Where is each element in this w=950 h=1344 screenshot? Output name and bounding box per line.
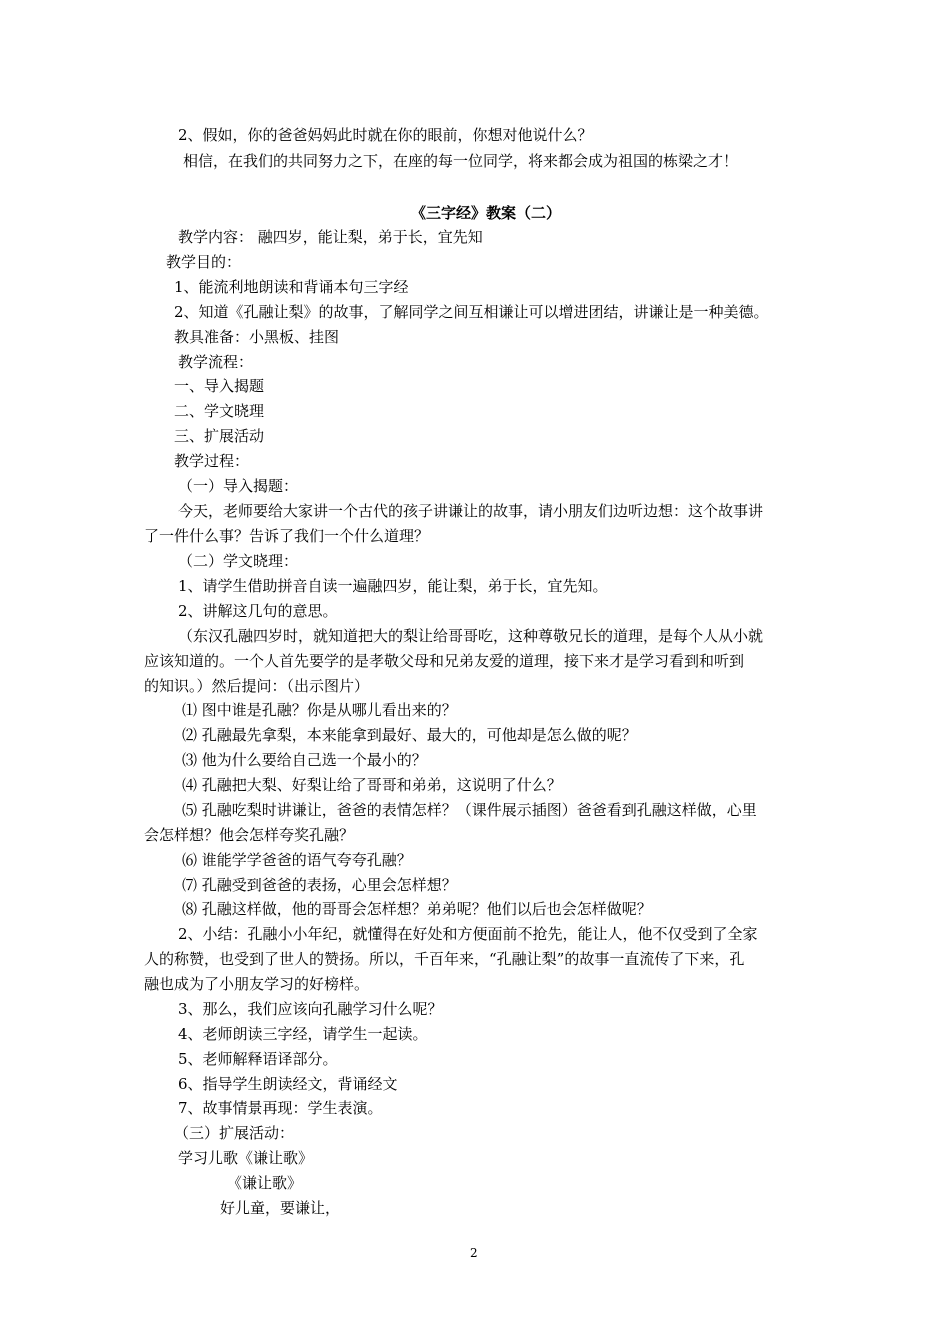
question-8: ⑻ 孔融这样做，他的哥哥会怎样想？弟弟呢？他们以后也会怎样做呢？ — [182, 900, 652, 918]
question-6: ⑹ 谁能学学爸爸的语气夸夸孔融？ — [182, 851, 412, 869]
explanation-line-2: 应该知道的。一个人首先要学的是孝敬父母和兄弟友爱的道理，接下来才是学习看到和听到 — [144, 652, 745, 670]
goal-2: 2、知道《孔融让梨》的故事，了解同学之间互相谦让可以增进团结，讲谦让是一种美德。 — [174, 303, 769, 321]
part2-step-1: 1、请学生借助拼音自读一遍融四岁，能让梨，弟于长，宜先知。 — [178, 577, 608, 595]
summary-line-2: 人的称赞，也受到了世人的赞扬。所以，千百年来，“孔融让梨”的故事一直流传了下来，孔 — [144, 950, 745, 968]
part1-heading: （一）导入揭题： — [178, 477, 299, 495]
part2-step-2: 2、讲解这几句的意思。 — [178, 602, 338, 620]
step-7: 7、故事情景再现：学生表演。 — [178, 1099, 383, 1117]
goals-heading: 教学目的： — [166, 253, 242, 271]
song-intro: 学习儿歌《谦让歌》 — [178, 1149, 314, 1167]
step-6: 6、指导学生朗读经文，背诵经文 — [178, 1075, 398, 1093]
lesson-title: 《三字经》教案（二） — [411, 204, 562, 222]
lesson-content: 教学内容： 融四岁，能让梨，弟于长，宜先知 — [178, 228, 483, 246]
flow-heading: 教学流程： — [178, 353, 254, 371]
explanation-line-3: 的知识。）然后提问：（出示图片） — [144, 677, 370, 695]
flow-item-3: 三、扩展活动 — [174, 427, 265, 445]
summary-line-1: 2、小结：孔融小小年纪，就懂得在好处和方便面前不抢先，能让人，他不仅受到了全家 — [178, 925, 758, 943]
flow-item-1: 一、导入揭题 — [174, 377, 265, 395]
intro-closing: 相信，在我们的共同努力之下，在座的每一位同学，将来都会成为祖国的栋梁之才！ — [183, 152, 739, 170]
question-1: ⑴ 图中谁是孔融？你是从哪儿看出来的？ — [182, 701, 457, 719]
part3-heading: （三）扩展活动： — [174, 1124, 295, 1142]
process-heading: 教学过程： — [174, 452, 250, 470]
flow-item-2: 二、学文晓理 — [174, 402, 265, 420]
part1-paragraph-line-2: 了一件什么事？告诉了我们一个什么道理？ — [144, 527, 430, 545]
question-2: ⑵ 孔融最先拿梨，本来能拿到最好、最大的，可他却是怎么做的呢？ — [182, 726, 637, 744]
step-4: 4、老师朗读三字经，请学生一起读。 — [178, 1025, 428, 1043]
explanation-line-1: （东汉孔融四岁时，就知道把大的梨让给哥哥吃，这种尊敬兄长的道理，是每个人从小就 — [178, 627, 764, 645]
question-5-line-1: ⑸ 孔融吃梨时讲谦让，爸爸的表情怎样？（课件展示插图）爸爸看到孔融这样做，心里 — [182, 801, 757, 819]
part1-paragraph-line-1: 今天，老师要给大家讲一个古代的孩子讲谦让的故事，请小朋友们边听边想：这个故事讲 — [178, 502, 764, 520]
step-5: 5、老师解释语译部分。 — [178, 1050, 338, 1068]
intro-question-2: 2、假如，你的爸爸妈妈此时就在你的眼前，你想对他说什么？ — [178, 126, 593, 144]
page-number: 2 — [470, 1246, 478, 1260]
song-title: 《谦让歌》 — [227, 1174, 303, 1192]
summary-line-3: 融也成为了小朋友学习的好榜样。 — [144, 975, 370, 993]
part2-heading: （二）学文晓理： — [178, 552, 299, 570]
question-3: ⑶ 他为什么要给自己选一个最小的？ — [182, 751, 427, 769]
goal-1: 1、能流利地朗读和背诵本句三字经 — [174, 278, 409, 296]
question-5-line-2: 会怎样想？他会怎样夸奖孔融？ — [144, 826, 355, 844]
question-7: ⑺ 孔融受到爸爸的表扬，心里会怎样想？ — [182, 876, 457, 894]
tools: 教具准备：小黑板、挂图 — [174, 328, 340, 346]
step-3: 3、那么，我们应该向孔融学习什么呢？ — [178, 1000, 443, 1018]
question-4: ⑷ 孔融把大梨、好梨让给了哥哥和弟弟，这说明了什么？ — [182, 776, 562, 794]
song-line-1: 好儿童，要谦让， — [220, 1199, 341, 1217]
